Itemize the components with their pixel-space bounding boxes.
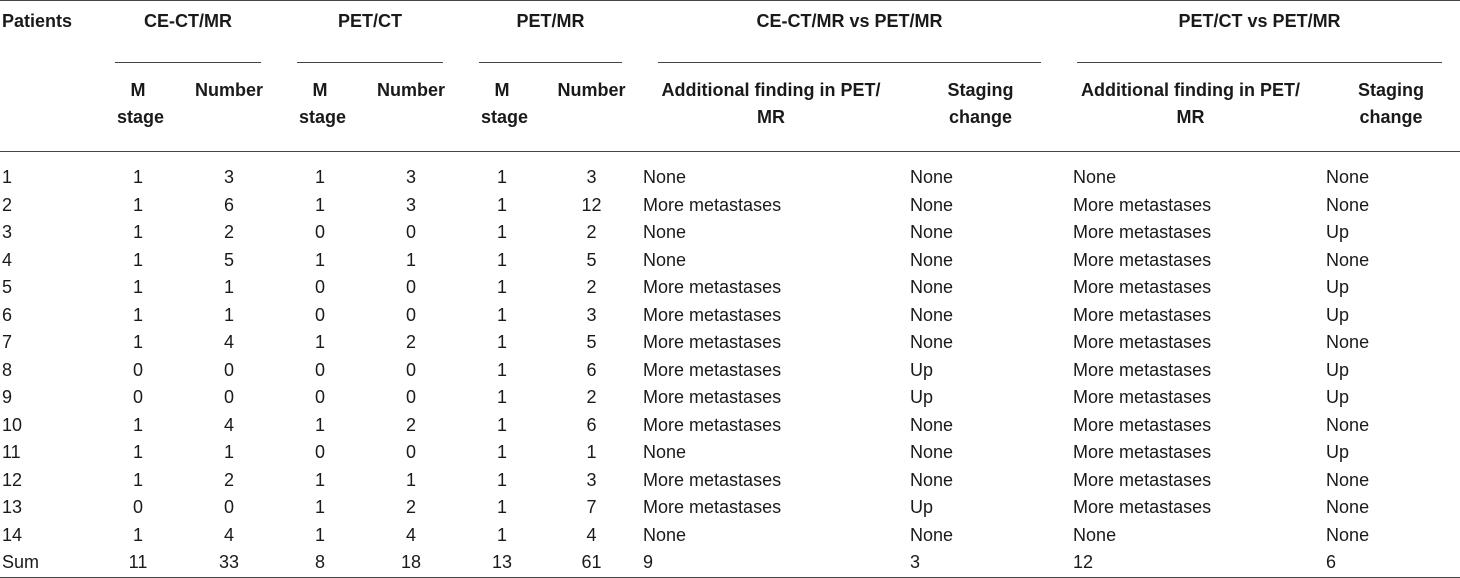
cect-vs-petmr-staging-cell: None xyxy=(910,249,954,270)
cect-vs-petmr-staging-cell: None xyxy=(910,222,954,242)
staging-change-header: Staging change xyxy=(947,80,1014,127)
cect-vs-petmr-staging-cell: Up xyxy=(910,497,934,517)
cect-number-cell: 0 xyxy=(223,497,234,517)
table-row xyxy=(0,192,1460,220)
petmr-number-cell: 5 xyxy=(586,249,597,270)
petct-vs-petmr-staging-cell: Up xyxy=(1326,277,1350,297)
patient-id-cell: 6 xyxy=(2,304,13,325)
petmr-m-stage-cell: 1 xyxy=(497,497,508,517)
petmr-m-stage-cell: 1 xyxy=(497,442,508,462)
patient-id-cell: 4 xyxy=(2,249,13,270)
petct-vs-petmr-finding-cell: None xyxy=(1073,524,1117,545)
header-row-subcolumns xyxy=(0,63,1460,152)
cect-vs-petmr-finding-cell: More metastases xyxy=(643,359,782,380)
petmr-m-stage-cell: 1 xyxy=(497,414,508,435)
cect-vs-petmr-finding-cell: More metastases xyxy=(643,332,782,352)
petct-number-cell: 3 xyxy=(406,167,417,187)
petmr-m-stage-cell: 1 xyxy=(497,524,508,545)
petct-vs-petmr-finding-cell: More metastases xyxy=(1073,442,1212,462)
table-row xyxy=(0,329,1460,357)
petct-vs-petmr-finding-cell: None xyxy=(1073,167,1117,187)
cect-vs-petmr-finding-cell: None xyxy=(643,524,687,545)
petct-m-stage-cell: 8 xyxy=(279,549,361,577)
petct-vs-petmr-finding-cell: More metastases xyxy=(1073,414,1212,435)
petmr-m-stage-cell: 13 xyxy=(461,549,543,577)
petct-number-cell: 2 xyxy=(406,497,417,517)
petct-vs-petmr-staging-cell: None xyxy=(1326,194,1370,215)
petmr-number-cell: 2 xyxy=(586,222,597,242)
cect-m-stage-cell: 1 xyxy=(132,194,143,215)
petmr-m-stage-cell: 1 xyxy=(497,277,508,297)
cect-vs-petmr-finding-cell: More metastases xyxy=(643,387,782,407)
patient-id-cell: 8 xyxy=(2,359,13,380)
number-header: Number xyxy=(377,80,446,100)
cect-number-cell: 5 xyxy=(223,249,234,270)
petmr-m-stage-cell: 1 xyxy=(497,304,508,325)
petmr-number-cell: 3 xyxy=(586,167,597,187)
group-header-petmr: PET/MR xyxy=(461,1,640,64)
petct-m-stage-cell: 0 xyxy=(314,222,325,242)
petmr-number-cell: 1 xyxy=(586,442,597,462)
patient-id-cell: 7 xyxy=(2,332,13,352)
header-row-groups xyxy=(0,1,1460,64)
petmr-m-stage-cell: 1 xyxy=(497,359,508,380)
table-row xyxy=(0,357,1460,385)
cect-number-cell: 33 xyxy=(179,549,279,577)
petct-m-stage-cell: 1 xyxy=(314,469,325,490)
petct-vs-petmr-finding-cell: More metastases xyxy=(1073,249,1212,270)
cect-vs-petmr-finding-cell: More metastases xyxy=(643,469,782,490)
petct-vs-petmr-staging-cell: None xyxy=(1326,249,1370,270)
petmr-number-cell: 6 xyxy=(586,414,597,435)
petct-vs-petmr-staging-cell: Up xyxy=(1326,359,1350,380)
petmr-number-cell: 61 xyxy=(543,549,640,577)
patient-id-cell: 14 xyxy=(2,524,23,545)
cect-vs-petmr-finding-cell: More metastases xyxy=(643,194,782,215)
cect-m-stage-cell: 1 xyxy=(132,167,143,187)
cect-m-stage-cell: 1 xyxy=(132,414,143,435)
table-row xyxy=(0,219,1460,247)
petmr-m-stage-cell: 1 xyxy=(497,332,508,352)
petct-vs-petmr-staging-cell: None xyxy=(1326,167,1370,187)
petmr-number-cell: 12 xyxy=(581,194,602,215)
petct-number-cell: 1 xyxy=(406,469,417,490)
additional-finding-header: Additional finding in PET/ MR xyxy=(661,80,881,127)
group-header-petct: PET/CT xyxy=(279,1,461,64)
table-row xyxy=(0,467,1460,495)
petct-number-cell: 2 xyxy=(406,332,417,352)
m-stage-header: M stage xyxy=(117,80,165,127)
table-row xyxy=(0,384,1460,412)
cect-number-cell: 4 xyxy=(223,332,234,352)
cect-m-stage-cell: 1 xyxy=(132,442,143,462)
petct-number-cell: 3 xyxy=(406,194,417,215)
petmr-m-stage-cell: 1 xyxy=(497,469,508,490)
cect-vs-petmr-finding-cell: More metastases xyxy=(643,414,782,435)
petmr-m-stage-cell: 1 xyxy=(497,249,508,270)
petmr-number-cell: 2 xyxy=(586,387,597,407)
table-row xyxy=(0,164,1460,192)
m-stage-header: M stage xyxy=(299,80,347,127)
patient-id-cell: 11 xyxy=(2,442,21,462)
cect-number-cell: 2 xyxy=(223,222,234,242)
cect-vs-petmr-finding-cell: None xyxy=(643,167,687,187)
cect-m-stage-cell: 0 xyxy=(132,497,143,517)
petct-number-cell: 0 xyxy=(406,359,417,380)
petmr-m-stage-cell: 1 xyxy=(497,387,508,407)
petct-vs-petmr-finding-cell: More metastases xyxy=(1073,359,1212,380)
cect-number-cell: 6 xyxy=(223,194,234,215)
cect-vs-petmr-staging-cell: Up xyxy=(910,359,934,380)
petct-vs-petmr-staging-cell: None xyxy=(1326,469,1370,490)
table-body xyxy=(0,152,1460,578)
cect-vs-petmr-staging-cell: None xyxy=(910,332,954,352)
petmr-m-stage-cell: 1 xyxy=(497,194,508,215)
petct-m-stage-cell: 1 xyxy=(314,194,325,215)
table-row xyxy=(0,274,1460,302)
patient-id-cell: 2 xyxy=(2,194,13,215)
petmr-number-cell: 2 xyxy=(586,277,597,297)
petct-m-stage-cell: 0 xyxy=(314,304,325,325)
petct-vs-petmr-finding-cell: 12 xyxy=(1059,549,1322,577)
petct-number-cell: 0 xyxy=(406,277,417,297)
cect-vs-petmr-staging-cell: None xyxy=(910,524,954,545)
cect-number-cell: 1 xyxy=(223,304,234,325)
petct-m-stage-cell: 0 xyxy=(314,442,325,462)
patient-id-cell: 10 xyxy=(2,414,23,435)
cect-vs-petmr-staging-cell: None xyxy=(910,442,954,462)
patient-id-cell: 13 xyxy=(2,497,23,517)
patient-id-cell: 3 xyxy=(2,222,13,242)
cect-m-stage-cell: 1 xyxy=(132,304,143,325)
cect-number-cell: 0 xyxy=(223,359,234,380)
staging-change-header: Staging change xyxy=(1358,80,1425,127)
cect-vs-petmr-finding-cell: 9 xyxy=(640,549,902,577)
petct-vs-petmr-finding-cell: More metastases xyxy=(1073,194,1212,215)
petct-vs-petmr-finding-cell: More metastases xyxy=(1073,304,1212,325)
petct-number-cell: 1 xyxy=(406,249,417,270)
petmr-number-cell: 6 xyxy=(586,359,597,380)
group-header-cect: CE-CT/MR xyxy=(97,1,279,64)
petmr-number-cell: 4 xyxy=(586,524,597,545)
petct-vs-petmr-finding-cell: More metastases xyxy=(1073,277,1212,297)
petct-vs-petmr-finding-cell: More metastases xyxy=(1073,332,1212,352)
cect-m-stage-cell: 1 xyxy=(132,524,143,545)
petct-vs-petmr-staging-cell: Up xyxy=(1326,387,1350,407)
additional-finding-header: Additional finding in PET/ MR xyxy=(1081,80,1301,127)
cect-number-cell: 0 xyxy=(223,387,234,407)
petct-m-stage-cell: 1 xyxy=(314,497,325,517)
petct-m-stage-cell: 0 xyxy=(314,359,325,380)
petct-m-stage-cell: 1 xyxy=(314,524,325,545)
petct-vs-petmr-finding-cell: More metastases xyxy=(1073,387,1212,407)
cect-number-cell: 2 xyxy=(223,469,234,490)
petct-number-cell: 2 xyxy=(406,414,417,435)
patients-header: Patients xyxy=(2,11,73,31)
petct-m-stage-cell: 1 xyxy=(314,332,325,352)
petct-vs-petmr-finding-cell: More metastases xyxy=(1073,469,1212,490)
petct-m-stage-cell: 1 xyxy=(314,167,325,187)
table-row xyxy=(0,439,1460,467)
table-row xyxy=(0,522,1460,550)
petct-m-stage-cell: 0 xyxy=(314,277,325,297)
cect-vs-petmr-finding-cell: More metastases xyxy=(643,277,782,297)
petct-vs-petmr-staging-cell: None xyxy=(1326,524,1370,545)
patient-id-cell: 9 xyxy=(2,387,13,407)
petmr-number-cell: 7 xyxy=(586,497,597,517)
petct-m-stage-cell: 1 xyxy=(314,249,325,270)
table-row xyxy=(0,247,1460,275)
patient-id-cell: 12 xyxy=(2,469,23,490)
petmr-number-cell: 5 xyxy=(586,332,597,352)
group-header-petct-vs-petmr: PET/CT vs PET/MR xyxy=(1059,1,1460,64)
petct-vs-petmr-staging-cell: 6 xyxy=(1322,549,1460,577)
cect-vs-petmr-staging-cell: Up xyxy=(910,387,934,407)
group-header-cect-vs-petmr: CE-CT/MR vs PET/MR xyxy=(640,1,1059,64)
cect-vs-petmr-finding-cell: More metastases xyxy=(643,497,782,517)
petct-number-cell: 18 xyxy=(361,549,461,577)
cect-vs-petmr-staging-cell: None xyxy=(910,304,954,325)
cect-number-cell: 4 xyxy=(223,414,234,435)
petmr-m-stage-cell: 1 xyxy=(497,167,508,187)
m-stage-header: M stage xyxy=(481,80,529,127)
cect-m-stage-cell: 1 xyxy=(132,222,143,242)
cect-number-cell: 4 xyxy=(223,524,234,545)
cect-vs-petmr-finding-cell: None xyxy=(643,442,687,462)
petmr-m-stage-cell: 1 xyxy=(497,222,508,242)
petct-vs-petmr-staging-cell: None xyxy=(1326,497,1370,517)
cect-m-stage-cell: 1 xyxy=(132,469,143,490)
number-header: Number xyxy=(194,80,263,100)
petct-m-stage-cell: 1 xyxy=(314,414,325,435)
cect-vs-petmr-staging-cell: None xyxy=(910,194,954,215)
cect-vs-petmr-staging-cell: 3 xyxy=(902,549,1059,577)
cect-vs-petmr-staging-cell: None xyxy=(910,167,954,187)
cect-m-stage-cell: 1 xyxy=(132,249,143,270)
table-row xyxy=(0,549,1460,577)
petct-number-cell: 0 xyxy=(406,442,417,462)
petct-vs-petmr-finding-cell: More metastases xyxy=(1073,222,1212,242)
cect-vs-petmr-finding-cell: More metastases xyxy=(643,304,782,325)
cect-vs-petmr-staging-cell: None xyxy=(910,469,954,490)
cect-number-cell: 1 xyxy=(223,442,234,462)
cect-m-stage-cell: 11 xyxy=(97,549,179,577)
petct-number-cell: 0 xyxy=(406,387,417,407)
table-row xyxy=(0,494,1460,522)
number-header: Number xyxy=(557,80,626,100)
cect-m-stage-cell: 0 xyxy=(132,359,143,380)
cect-number-cell: 3 xyxy=(223,167,234,187)
petct-number-cell: 0 xyxy=(406,222,417,242)
petct-vs-petmr-staging-cell: Up xyxy=(1326,304,1350,325)
petct-number-cell: 4 xyxy=(406,524,417,545)
table-row xyxy=(0,412,1460,440)
cect-vs-petmr-finding-cell: None xyxy=(643,222,687,242)
patient-id-cell: 1 xyxy=(2,167,13,187)
patient-id-cell: Sum xyxy=(0,549,97,577)
petct-vs-petmr-staging-cell: None xyxy=(1326,414,1370,435)
petmr-number-cell: 3 xyxy=(586,469,597,490)
petmr-number-cell: 3 xyxy=(586,304,597,325)
cect-m-stage-cell: 0 xyxy=(132,387,143,407)
petct-vs-petmr-staging-cell: None xyxy=(1326,332,1370,352)
cect-vs-petmr-staging-cell: None xyxy=(910,414,954,435)
cect-vs-petmr-staging-cell: None xyxy=(910,277,954,297)
cect-m-stage-cell: 1 xyxy=(132,277,143,297)
petct-vs-petmr-staging-cell: Up xyxy=(1326,442,1350,462)
petct-number-cell: 0 xyxy=(406,304,417,325)
petct-vs-petmr-staging-cell: Up xyxy=(1326,222,1350,242)
table-row xyxy=(0,302,1460,330)
patient-id-cell: 5 xyxy=(2,277,13,297)
petct-m-stage-cell: 0 xyxy=(314,387,325,407)
petct-vs-petmr-finding-cell: More metastases xyxy=(1073,497,1212,517)
cect-number-cell: 1 xyxy=(223,277,234,297)
cect-m-stage-cell: 1 xyxy=(132,332,143,352)
cect-vs-petmr-finding-cell: None xyxy=(643,249,687,270)
